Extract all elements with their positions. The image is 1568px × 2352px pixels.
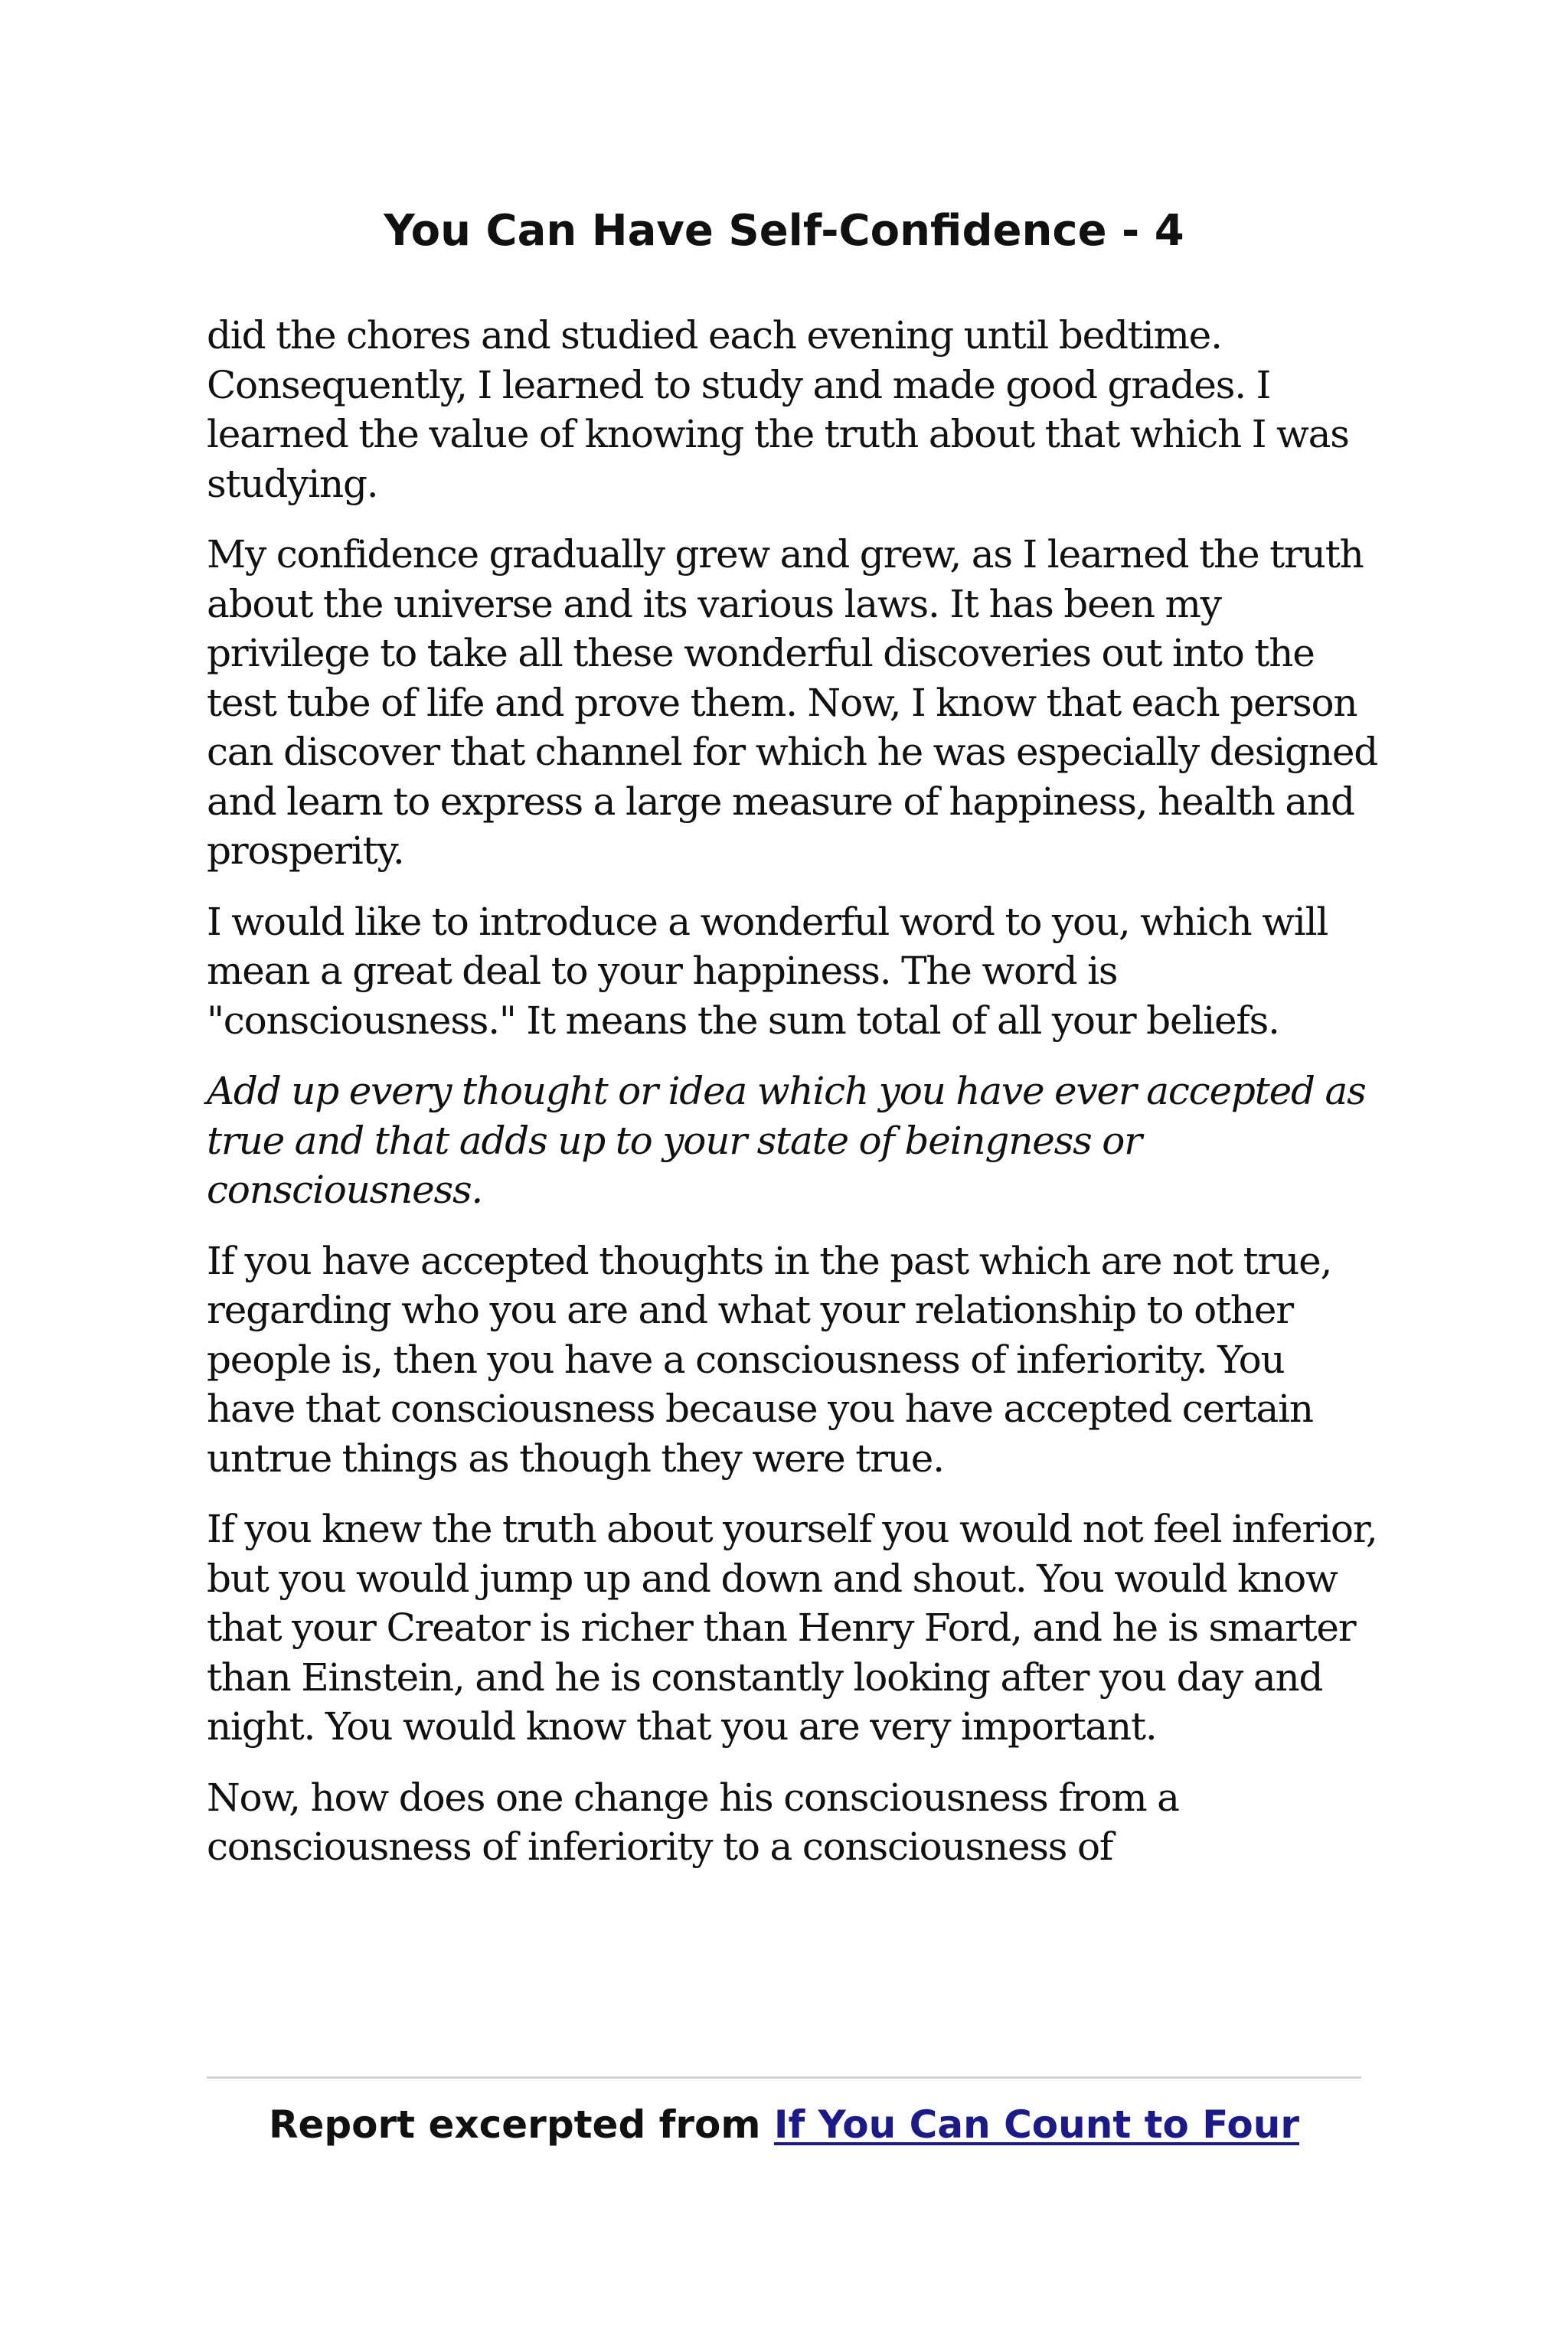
paragraph-4-italic: Add up every thought or idea which you have ever accepted as true and that adds up to your state of beingness or consciousness. (207, 1069, 1366, 1212)
book-link[interactable]: If You Can Count to Four (773, 2102, 1300, 2147)
paragraph-3: I would like to introduce a wonderful word to you, which will mean a great deal to your happiness. The word is "consciousness." It means the sum total of all your beliefs. (207, 899, 1328, 1043)
paragraph-2: My confidence gradually grew and grew, as I learned the truth about the universe and its various laws. It has been my privilege to take all these wonderful discoveries out into the test tube of life and prove them. Now, I know that each person can discover that channel for which he was especially designed and learn to express a large measure of happiness, health and prosperity. (207, 532, 1378, 873)
paragraph-6: If you knew the truth about yourself you would not feel inferior, but you would jump up and down and shout. You would know that your Creator is richer than Henry Ford, and he is smarter than Einstein, and he is constantly looking after you day and night. You would know that you are very important. (207, 1507, 1377, 1749)
paragraph-5: If you have accepted thoughts in the past which are not true, regarding who you are and what your relationship to other people is, then you have a consciousness of inferiority. You have that consciousness because you have accepted certain untrue things as though they were true. (207, 1238, 1332, 1481)
footer-divider (207, 2076, 1361, 2079)
body-text (207, 311, 1378, 1893)
paragraph-1: did the chores and studied each evening until bedtime. Consequently, I learned to study and made good grades. I learned the value of knowing the truth about that which I was studying. (207, 313, 1349, 506)
footer (0, 2098, 1568, 2151)
footer-prefix: Report excerpted from (268, 2102, 774, 2147)
paragraph-7: Now, how does one change his consciousness from a consciousness of inferiority to a consciousness of (207, 1775, 1179, 1869)
page-title: You Can Have Self-Confidence - 4 (384, 206, 1184, 256)
